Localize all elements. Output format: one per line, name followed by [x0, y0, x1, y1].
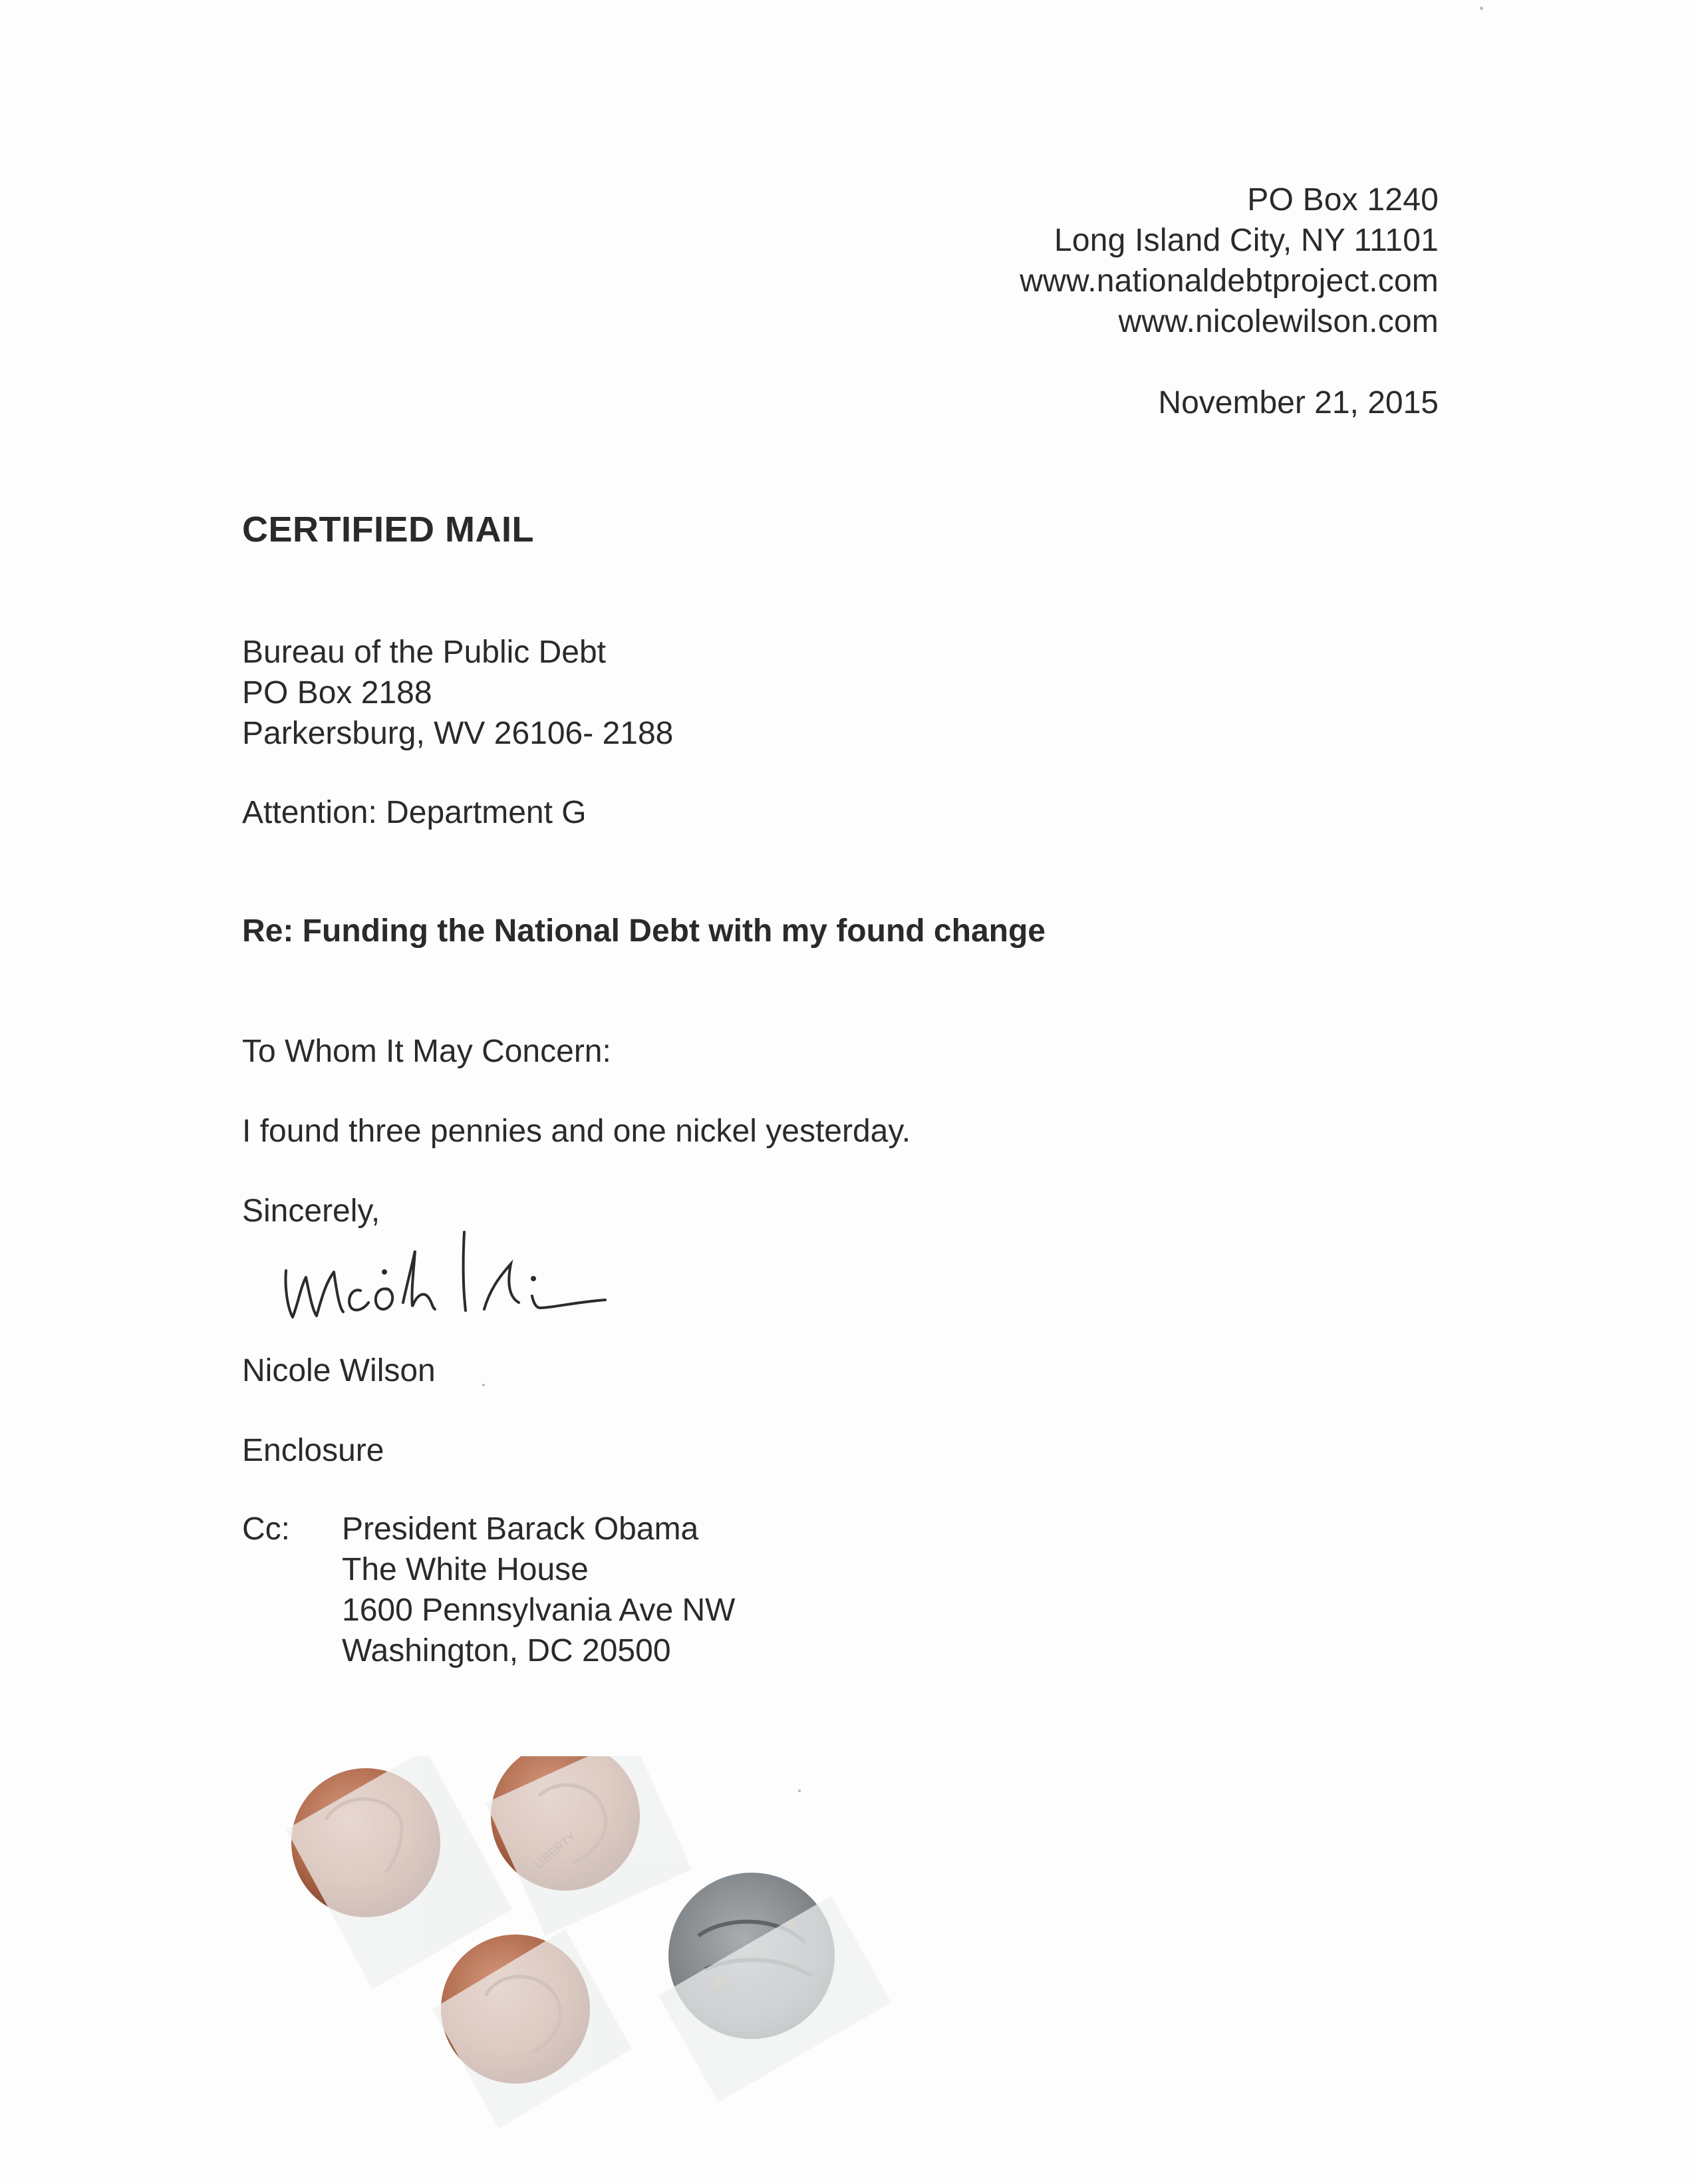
cc-address [342, 1509, 735, 1671]
scan-speck [1480, 7, 1483, 10]
salutation: To Whom It May Concern: [242, 1034, 611, 1069]
tape-strips [286, 1756, 891, 2129]
sender-city-line: Long Island City, NY 11101 [1054, 223, 1439, 258]
cc-street: 1600 Pennsylvania Ave NW [342, 1593, 736, 1628]
subject-line: Re: Funding the National Debt with my found change [242, 913, 1046, 949]
scan-speck [798, 1790, 801, 1792]
cc-label: Cc: [242, 1511, 290, 1547]
signer-name: Nicole Wilson [242, 1353, 436, 1388]
attention-line: Attention: Department G [242, 795, 587, 830]
handwritten-signature [273, 1224, 619, 1337]
closing: Sincerely, [242, 1193, 380, 1229]
letter-body: I found three pennies and one nickel yesterday. [242, 1114, 911, 1149]
sender-po-box: PO Box 1240 [1247, 182, 1439, 218]
recipient-name: Bureau of the Public Debt [242, 635, 607, 670]
certified-mail-heading: CERTIFIED MAIL [242, 510, 534, 549]
enclosure-note: Enclosure [242, 1433, 384, 1468]
recipient-address [242, 632, 673, 754]
cc-name: President Barack Obama [342, 1511, 699, 1547]
sender-address [1020, 180, 1439, 342]
cc-organization: The White House [342, 1552, 589, 1587]
letter-date: November 21, 2015 [1158, 385, 1439, 420]
recipient-po-box: PO Box 2188 [242, 675, 432, 710]
taped-coins-image [286, 1756, 911, 2129]
sender-website-1: www.nationaldebtproject.com [1020, 263, 1439, 299]
cc-city-line: Washington, DC 20500 [342, 1633, 671, 1668]
sender-website-2: www.nicolewilson.com [1118, 304, 1439, 339]
recipient-city-line: Parkersburg, WV 26106- 2188 [242, 716, 674, 751]
scan-speck [482, 1384, 485, 1386]
